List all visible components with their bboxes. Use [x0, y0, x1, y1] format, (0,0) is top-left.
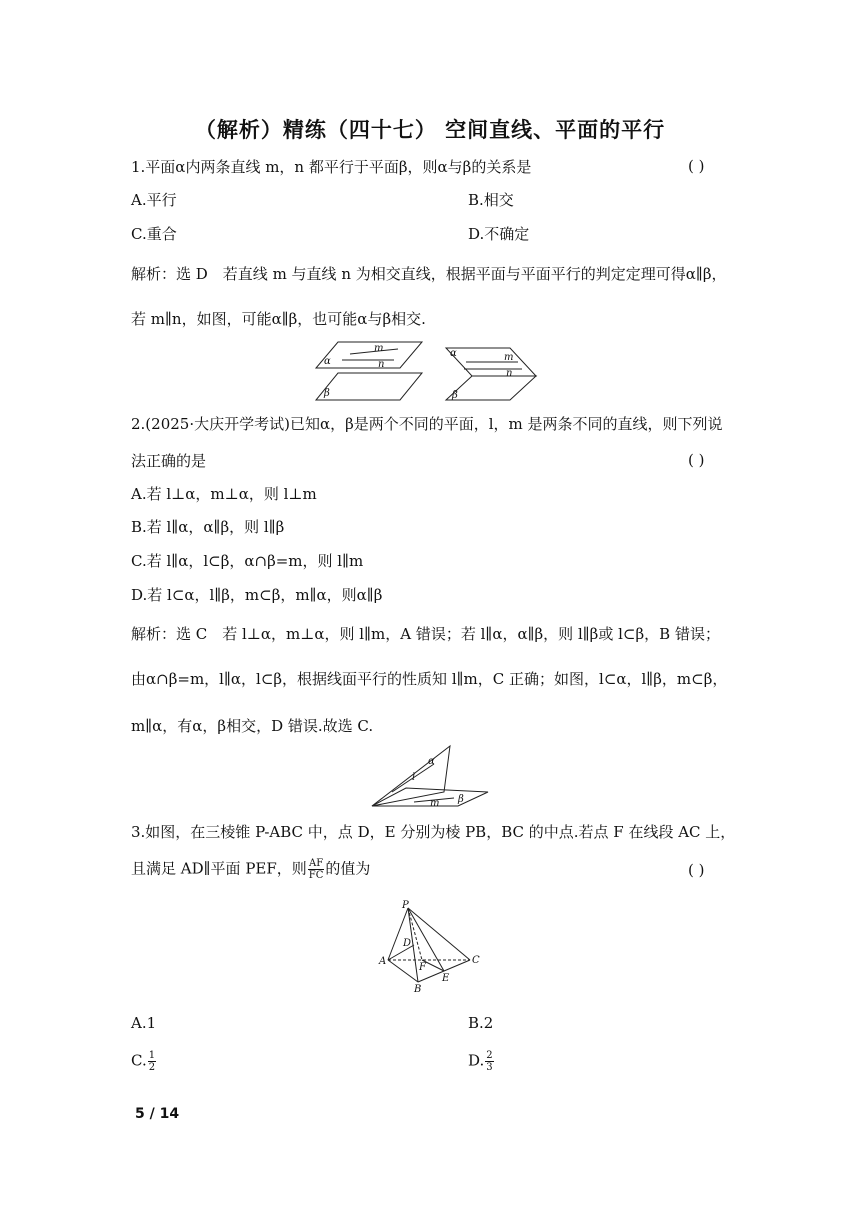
q1-figure: [314, 338, 554, 404]
q2-option-d: D.若 l⊂α，l∥β，m⊂β，m∥α，则α∥β: [131, 586, 383, 604]
q3-option-a: A.1: [131, 1014, 157, 1032]
q3-label-C: C: [472, 955, 480, 966]
q3-option-c-denominator: 2: [148, 1062, 156, 1073]
q3-fraction: [308, 858, 325, 881]
q2-label-l: l: [412, 772, 416, 783]
q3-option-d-numerator: 2: [486, 1050, 493, 1061]
q2-label-beta: β: [458, 794, 464, 805]
q3-figure: [376, 900, 484, 996]
q1-analysis-line1: 解析：选 D 若直线 m 与直线 n 为相交直线，根据平面与平面平行的判定定理可得α∥β，: [131, 265, 727, 283]
q3-label-D: D: [403, 938, 412, 949]
q1-stem: 1.平面α内两条直线 m，n 都平行于平面β，则α与β的关系是: [131, 158, 532, 176]
q2-label-m: m: [430, 798, 440, 809]
q3-label-B: B: [414, 984, 422, 995]
q3-fraction-denominator: FC: [308, 870, 324, 881]
q2-plane-alpha: [372, 746, 450, 806]
q1-label-m: m: [374, 343, 384, 354]
q2-answer-blank: ( ): [688, 451, 705, 469]
q3-option-d-fraction: [485, 1050, 493, 1073]
page-number: 5 / 14: [135, 1106, 180, 1122]
q2-option-c: C.若 l∥α，l⊂β，α∩β=m，则 l∥m: [131, 552, 364, 570]
q1-plane-beta-left: [316, 373, 422, 400]
q3-option-c: [131, 1050, 157, 1073]
q3-stem-line1: 3.如图，在三棱锥 P-ABC 中，点 D，E 分别为棱 PB，BC 的中点.若点 F 在线段 AC 上，: [131, 823, 736, 841]
q2-figure: [368, 744, 492, 810]
q3-option-d-denominator: 3: [486, 1062, 493, 1073]
q3-option-d: [468, 1050, 495, 1073]
q2-analysis-line2: 由α∩β=m，l∥α，l⊂β，根据线面平行的性质知 l∥m，C 正确；如图，l⊂α，l∥β，m⊂β，: [131, 670, 728, 688]
q1-plane-beta-right: [446, 376, 536, 400]
q1-option-c: C.重合: [131, 225, 177, 243]
q1-label-alpha: α: [324, 356, 331, 367]
q3-label-A: A: [379, 956, 387, 967]
q1-label-n: n: [378, 359, 385, 370]
q1-label-beta: β: [324, 388, 330, 399]
q3-option-b: B.2: [468, 1014, 494, 1032]
q2-option-a: A.若 l⊥α，m⊥α，则 l⊥m: [131, 485, 317, 503]
q3-label-F: F: [419, 962, 426, 973]
q2-stem-line1: 2.(2025·大庆开学考试)已知α，β是两个不同的平面，l，m 是两条不同的直线，则下列说: [131, 415, 723, 433]
q2-label-alpha: α: [428, 756, 435, 767]
q3-answer-blank: ( ): [688, 861, 705, 879]
q2-stem-line2: 法正确的是: [131, 452, 207, 470]
q1-label-m-right: m: [504, 352, 514, 363]
q1-option-b: B.相交: [468, 191, 514, 209]
q1-answer-blank: ( ): [688, 157, 705, 175]
q3-stem-line2-after: 的值为: [325, 859, 371, 878]
q2-analysis-line3: m∥α，有α，β相交，D 错误.故选 C.: [131, 717, 374, 735]
q3-stem-line2: [131, 858, 370, 881]
q3-option-d-prefix: D.: [468, 1051, 485, 1070]
q2-option-b: B.若 l∥α，α∥β，则 l∥β: [131, 518, 285, 536]
q1-label-n-right: n: [506, 368, 513, 379]
q1-option-d: D.不确定: [468, 225, 530, 243]
q1-option-a: A.平行: [131, 191, 177, 209]
q1-plane-alpha-left: [316, 342, 422, 368]
q3-option-c-numerator: 1: [148, 1050, 156, 1061]
q2-analysis-line1: 解析：选 C 若 l⊥α，m⊥α，则 l∥m，A 错误；若 l∥α，α∥β，则 l∥β或 l⊂β，B 错误；: [131, 625, 720, 643]
q3-option-c-prefix: C.: [131, 1051, 147, 1070]
q3-label-E: E: [442, 973, 450, 984]
q3-fraction-numerator: AF: [308, 858, 324, 869]
q1-label-beta-right: β: [452, 390, 458, 401]
q3-stem-line2-before: 且满足 AD∥平面 PEF，则: [131, 859, 307, 878]
q1-analysis-line2: 若 m∥n，如图，可能α∥β，也可能α与β相交.: [131, 310, 426, 328]
q1-label-alpha-right: α: [450, 348, 457, 359]
q3-label-P: P: [402, 900, 409, 911]
page-title: （解析）精练（四十七） 空间直线、平面的平行: [194, 118, 666, 142]
q3-option-c-fraction: [148, 1050, 156, 1073]
